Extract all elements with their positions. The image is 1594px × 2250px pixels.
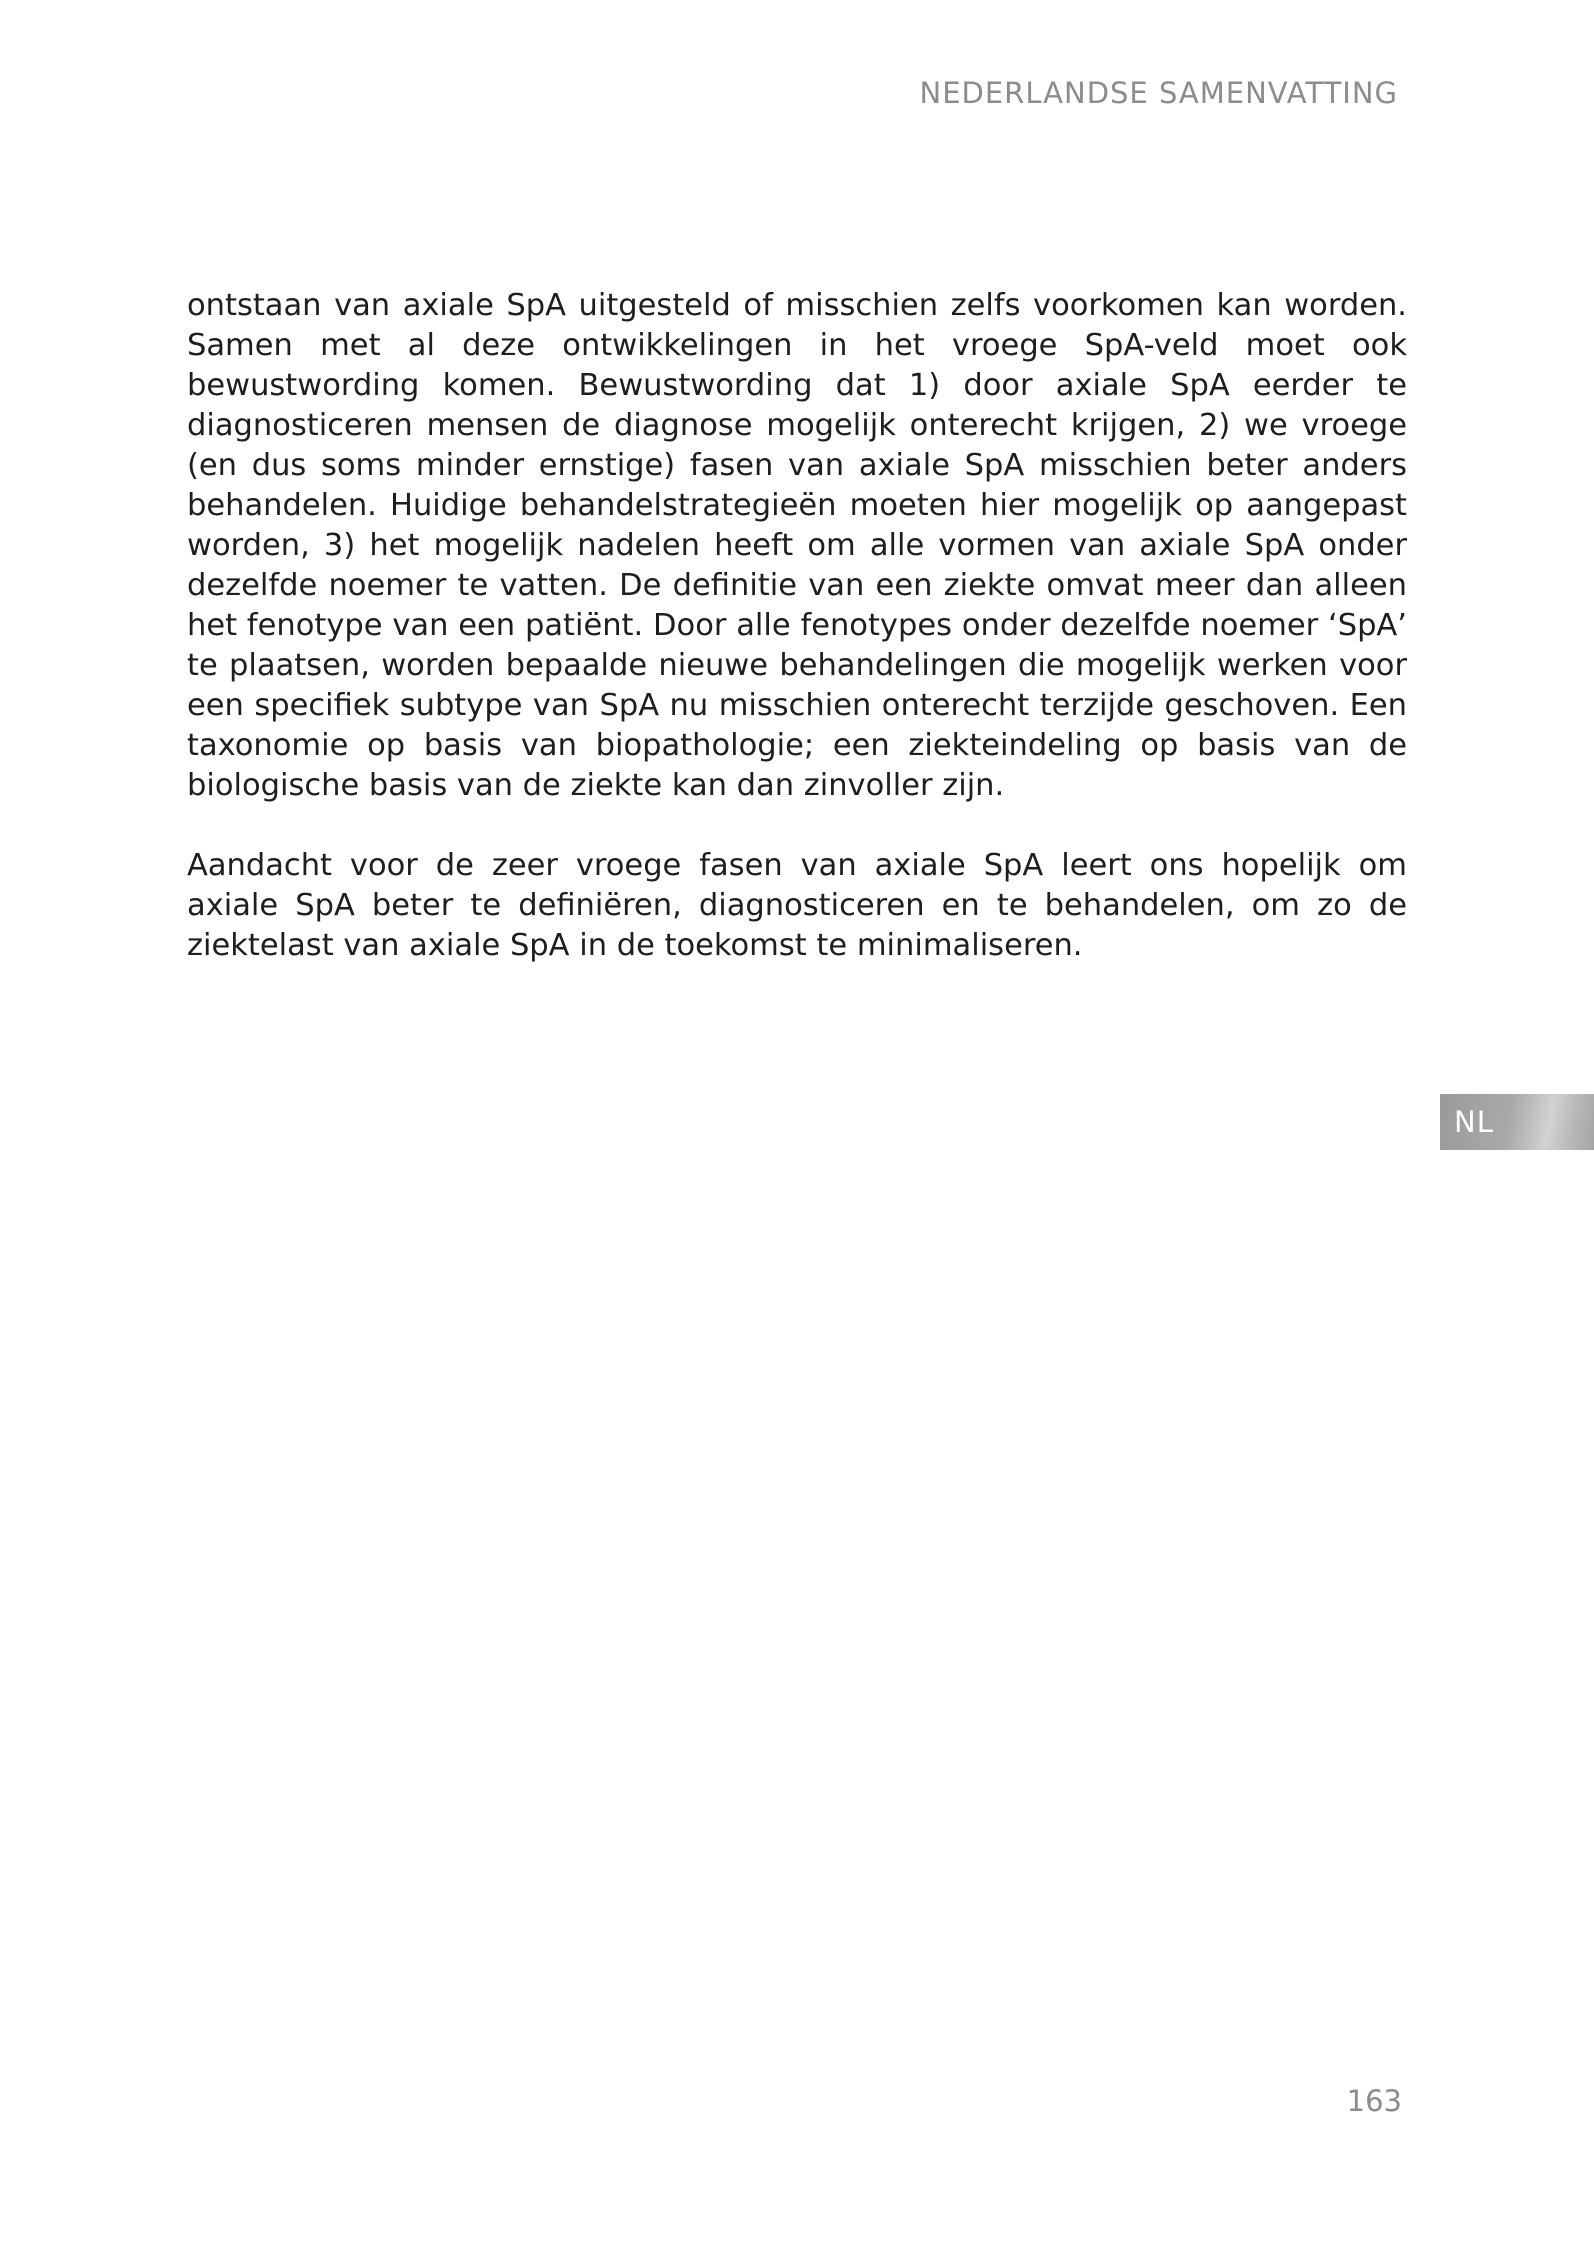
body-text [187, 286, 1407, 966]
page-number: 163 [1346, 2084, 1402, 2118]
running-header: NEDERLANDSE SAMENVATTING [919, 76, 1398, 110]
paragraph-2: Aandacht voor de zeer vroege fasen van axiale SpA leert ons hopelijk om axiale SpA beter te definiëren, diagnosticeren en te behandelen, om zo de ziektelast van axiale SpA in de toekomst te minimaliseren. [187, 848, 1407, 963]
paragraph-1: ontstaan van axiale SpA uitgesteld of misschien zelfs voorkomen kan worden. Samen met al deze ontwikkelingen in het vroege SpA-veld moet ook bewustwording komen. Bewustwording dat 1) door axiale SpA eerder te diagnosticeren mensen de diagnose mogelijk onterecht krijgen, 2) we vroege (en dus soms minder ernstige) fasen van axiale SpA misschien beter anders behandelen. Huidige behandelstrategieën moeten hier mogelijk op aangepast worden, 3) het mogelijk nadelen heeft om alle vormen van axiale SpA onder dezelfde noemer te vatten. De definitie van een ziekte omvat meer dan alleen het fenotype van een patiënt. Door alle fenotypes onder dezelfde noemer ‘SpA’ te plaatsen, worden bepaalde nieuwe behandelingen die mogelijk werken voor een specifiek subtype van SpA nu misschien onterecht terzijde geschoven. Een taxonomie op basis van biopathologie; een ziekteindeling op basis van de biologische basis van de ziekte kan dan zinvoller zijn. [187, 288, 1407, 803]
language-tab-label: NL [1454, 1105, 1494, 1139]
language-thumb-tab [1440, 1094, 1594, 1150]
